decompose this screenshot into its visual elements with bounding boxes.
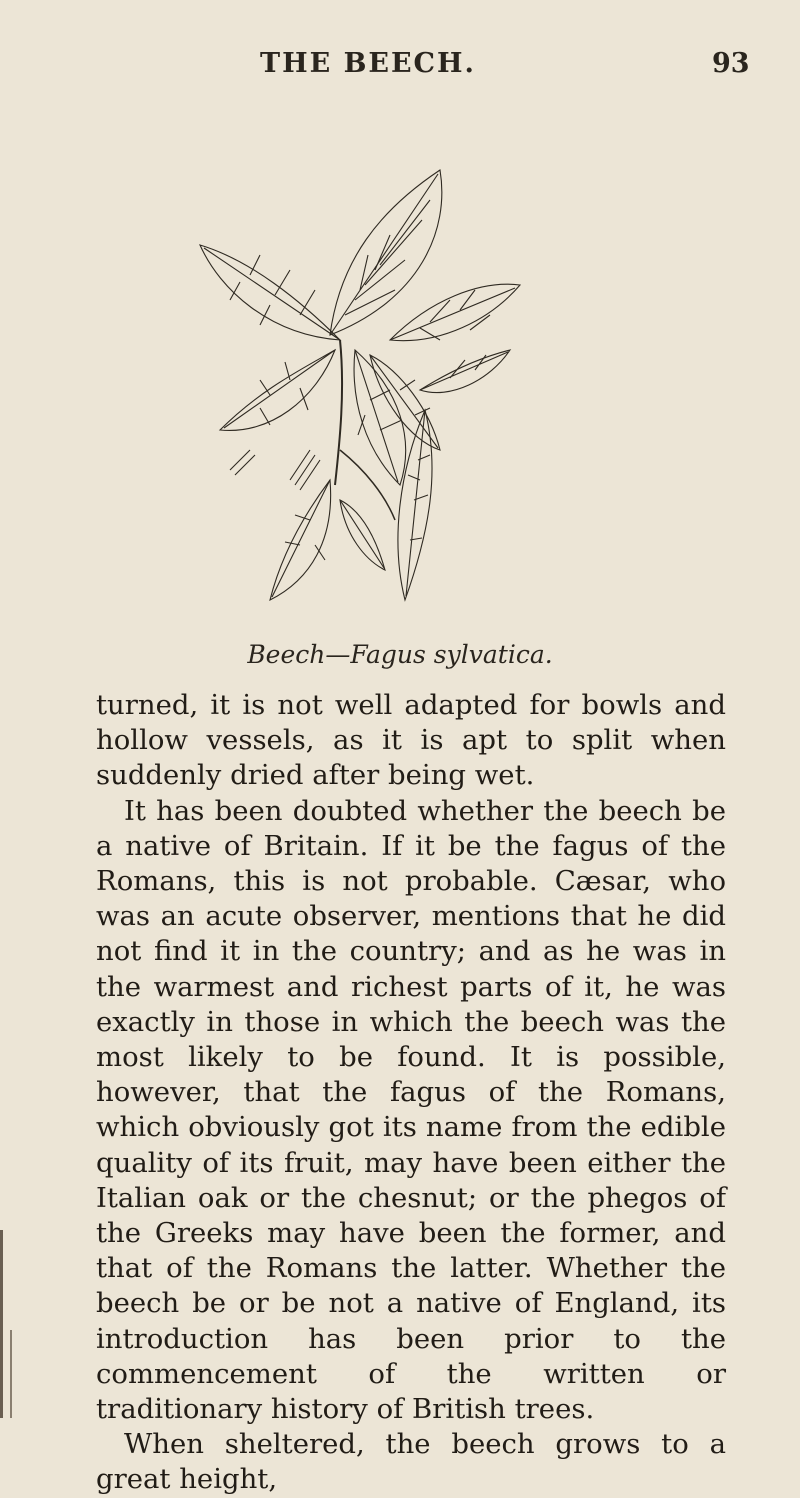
body-text	[96, 688, 726, 1498]
running-title: THE BEECH.	[260, 48, 476, 79]
page-number: 93	[712, 48, 750, 79]
page-edge-shadow	[0, 1230, 3, 1418]
page-edge-line	[10, 1330, 12, 1418]
page-header	[0, 48, 800, 88]
paragraph-continuation: turned, it is not well adapted for bowls and hollow vessels, as it is apt to split when suddenly dried after being wet.	[96, 689, 726, 792]
paragraph-last: When sheltered, the beech grows to a great height,	[96, 1428, 726, 1496]
paragraph: It has been doubted whether the beech be a native of Britain. If it be the fagus of the Romans, this is not probable. Cæsar, who was an acute observer, mentions that he did not find it in the country; and as he was in the warmest and richest parts of it, he was exactly in those in which the beech was the most likely to be found. It is possible, however, that the fagus of the Romans, which obviously got its name from the edible quality of its fruit, may have been either the Italian oak or the chesnut; or the phegos of the Greeks may have been the former, and that of the Romans the latter. Whether the beech be or be not a native of England, its introduction has been prior to the commencement of the written or traditionary history of British trees.	[96, 794, 726, 1426]
beech-branch-illustration	[190, 150, 540, 620]
figure-caption: Beech—Fagus sylvatica.	[247, 640, 553, 669]
